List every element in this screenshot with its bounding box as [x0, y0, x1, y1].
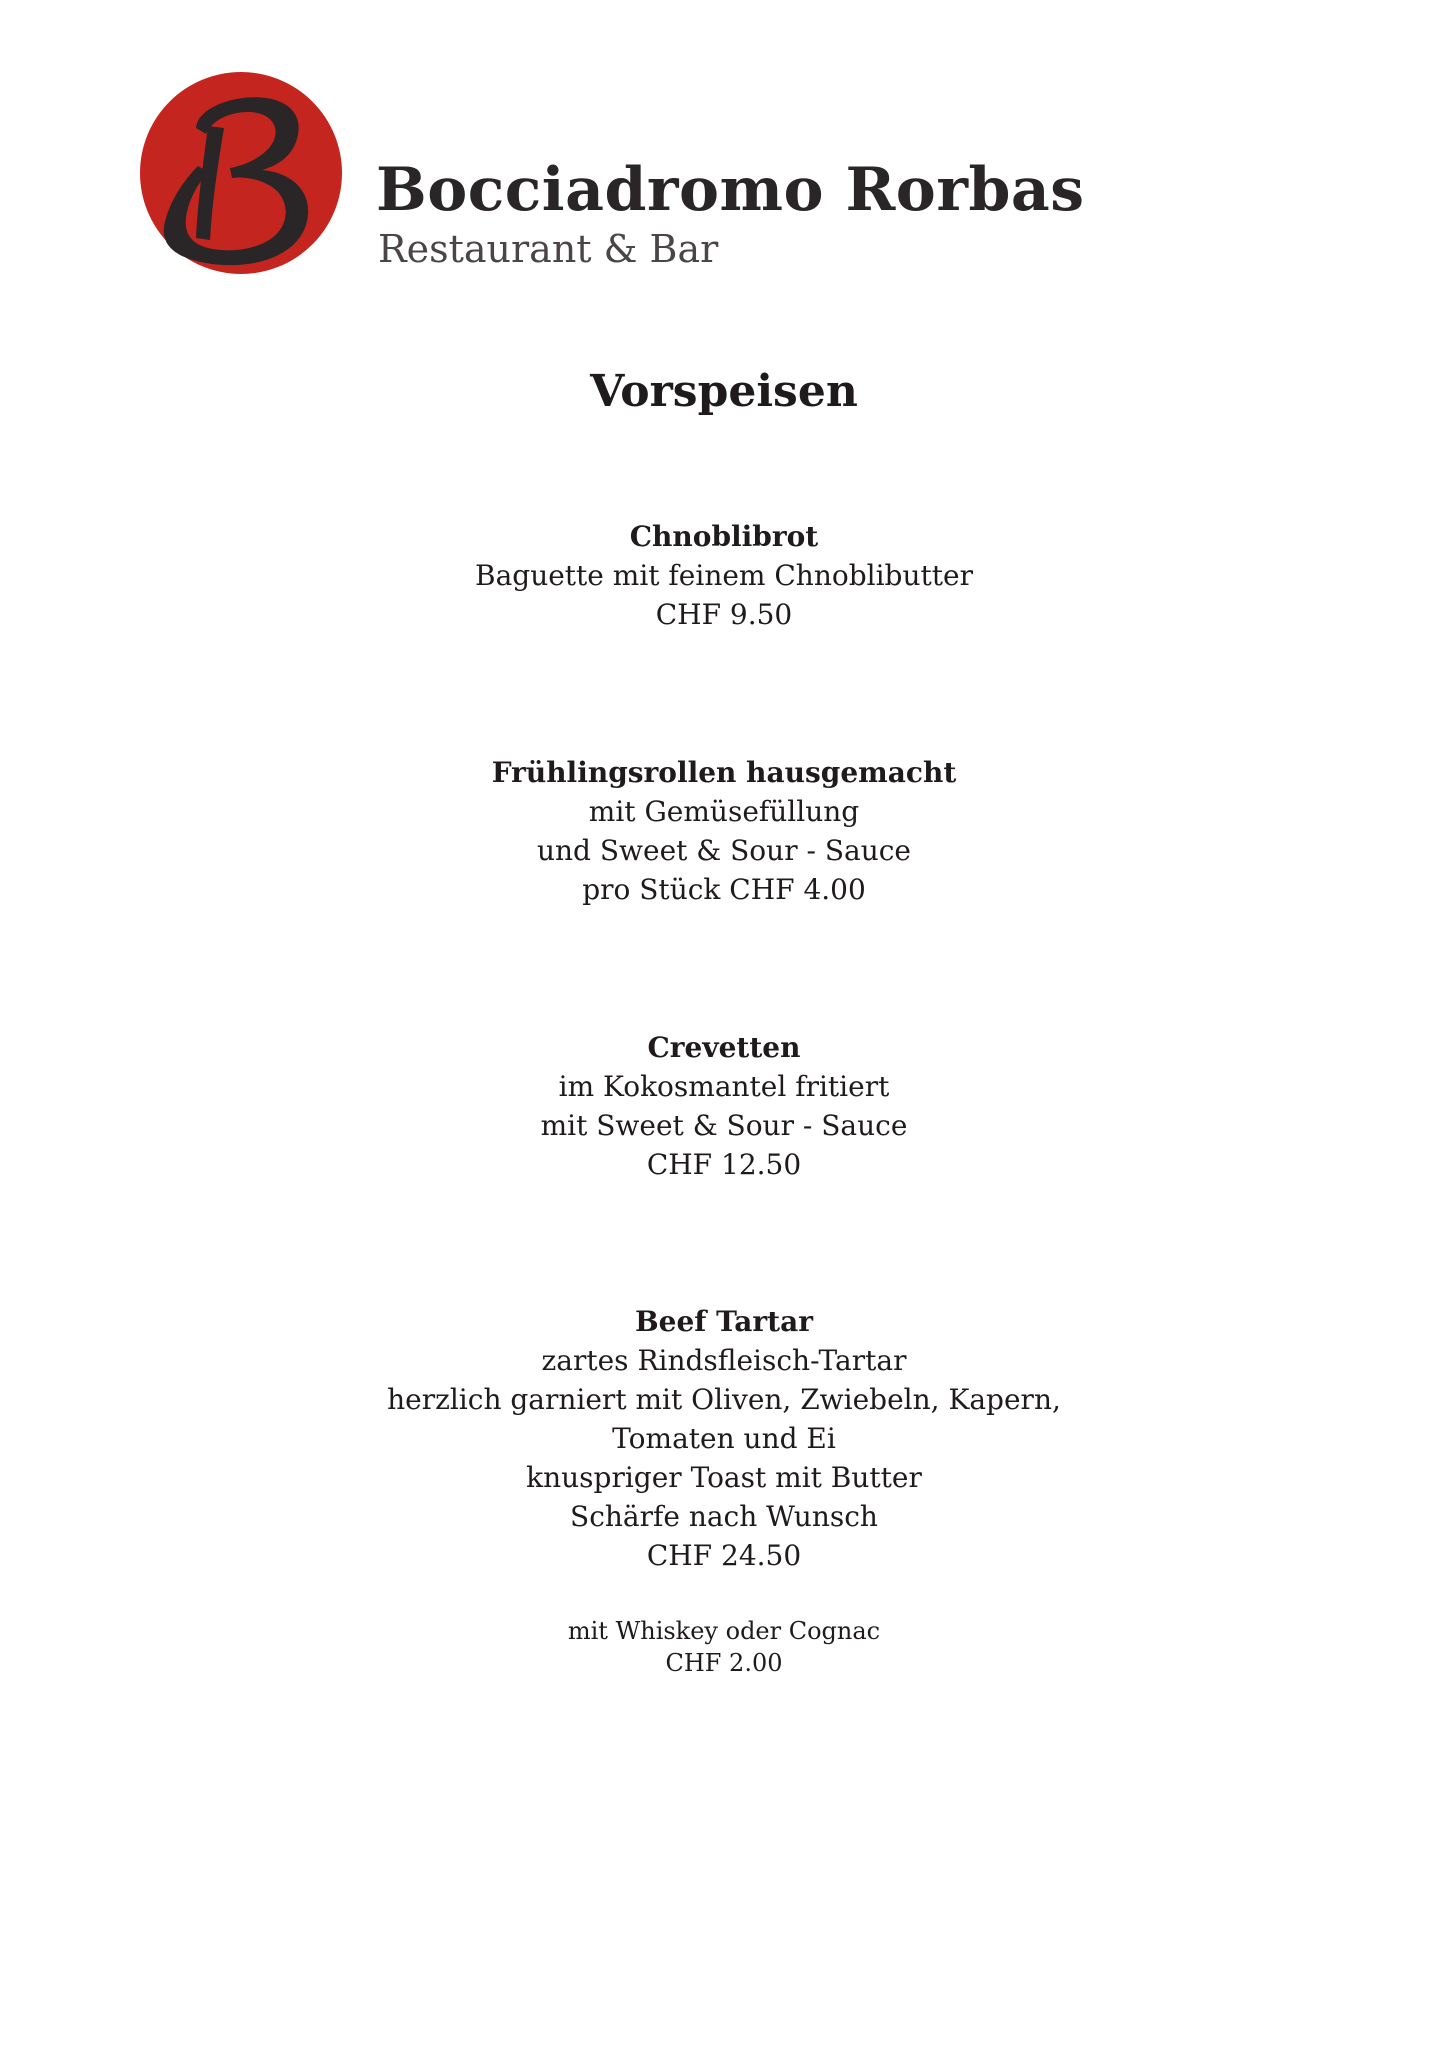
- menu-item-description: Schärfe nach Wunsch: [570, 1500, 878, 1533]
- menu-item-description: Baguette mit feinem Chnoblibutter: [475, 559, 973, 592]
- menu-item-price: CHF 24.50: [646, 1539, 802, 1572]
- menu-item-price: CHF 9.50: [655, 598, 793, 631]
- menu-item-name: Crevetten: [647, 1031, 801, 1064]
- menu-item-description: knuspriger Toast mit Butter: [526, 1461, 922, 1494]
- menu-item: [0, 517, 1448, 634]
- restaurant-name: Bocciadromo Rorbas: [376, 155, 1085, 225]
- restaurant-logo: [138, 68, 344, 278]
- extra-description: mit Whiskey oder Cognac: [567, 1617, 881, 1645]
- menu-item-name: Frühlingsrollen hausgemacht: [491, 756, 957, 789]
- menu-item-description: im Kokosmantel fritiert: [558, 1070, 890, 1103]
- menu-item: [0, 753, 1448, 909]
- menu-item: [0, 1028, 1448, 1184]
- menu-item-description: mit Gemüsefüllung: [588, 795, 860, 828]
- menu-item-price: CHF 12.50: [646, 1148, 802, 1181]
- menu-item-price: pro Stück CHF 4.00: [582, 873, 866, 906]
- header: [138, 68, 1138, 288]
- menu-item-name: Chnoblibrot: [629, 520, 819, 553]
- menu-item-description: herzlich garniert mit Oliven, Zwiebeln, Kapern,: [387, 1383, 1061, 1416]
- menu-item-description: zartes Rindsfleisch-Tartar: [541, 1344, 907, 1377]
- extra-price: CHF 2.00: [665, 1649, 783, 1677]
- restaurant-subtitle: Restaurant & Bar: [378, 227, 719, 271]
- menu-item-name: Beef Tartar: [635, 1305, 813, 1338]
- menu-item-description: Tomaten und Ei: [612, 1422, 836, 1455]
- section-title: Vorspeisen: [590, 366, 858, 417]
- menu-item-extra: [0, 1615, 1448, 1679]
- menu-item: [0, 1302, 1448, 1575]
- menu-item-description: mit Sweet & Sour - Sauce: [540, 1109, 908, 1142]
- menu-item-description: und Sweet & Sour - Sauce: [536, 834, 912, 867]
